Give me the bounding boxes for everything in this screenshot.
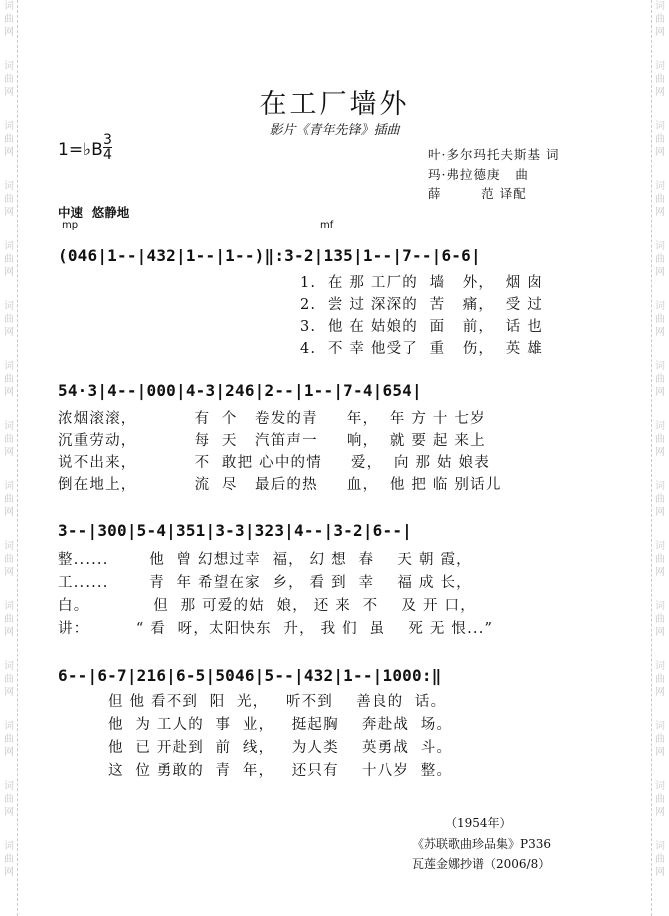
watermark-glyphs: 词 曲 网 [655,361,665,398]
watermark-glyphs: 词 曲 网 [655,721,665,758]
lyric-line: 他 已 开赴到 前 线， 为人类 英勇战 斗。 [108,740,453,756]
lyric-line: 说不出来， 不 敢把 心中的情 爱， 向 那 姑 娘表 [58,455,490,471]
watermark-glyphs: 词 曲 网 [4,121,14,158]
watermark-glyphs: 词 曲 网 [655,661,665,698]
watermark-glyphs: 词 曲 网 [655,1,665,38]
notation-line: 3--|300|5-4|351|3-3|323|4--|3-2|6--| [58,521,412,540]
credit-lyricist: 叶·多尔玛托夫斯基 词 [428,147,560,162]
time-signature-bottom: 4 [103,147,112,163]
watermark-glyphs: 词 曲 网 [4,61,14,98]
lyric-line: 讲： “ 看 呀，太阳快东 升， 我 们 虽 死 无 恨...” [58,621,494,637]
lyric-line: 沉重劳动， 每 天 汽笛声一 响， 就 要 起 来上 [58,433,486,449]
watermark-glyphs: 词 曲 网 [4,481,14,518]
song-subtitle: 影片《青年先锋》插曲 [269,123,400,138]
lyric-line: 倒在地上， 流 尽 最后的热 血， 他 把 临 别话儿 [58,477,502,493]
watermark-glyphs: 词 曲 网 [655,301,665,338]
lyric-line: 他 为 工人的 事 业， 挺起胸 奔赴战 场。 [108,717,453,733]
watermark-glyphs: 词 曲 网 [4,1,14,38]
lyric-line: 这 位 勇敢的 青 年， 还只有 十八岁 整。 [108,763,453,779]
lyric-line: 2. 尝 过 深深的 苦 痛， 受 过 [300,297,543,313]
watermark-glyphs: 词 曲 网 [4,421,14,458]
watermark-glyphs: 词 曲 网 [4,661,14,698]
watermark-glyphs: 词 曲 网 [4,541,14,578]
notation-line: (046|1--|432|1--|1--)‖:3-2|135|1--|7--|6-6| [58,246,481,265]
lyric-line: 整...... 他 曾 幻想过幸 福， 幻 想 春 天 朝 霞， [58,552,472,568]
lyric-line: 白。 但 那 可爱的姑 娘， 还 来 不 及 开 口， [58,598,476,614]
dynamic-mf: mf [320,220,334,231]
watermark-glyphs: 词 曲 网 [655,421,665,458]
lyric-line: 1. 在 那 工厂的 墙 外， 烟 囱 [300,275,543,291]
tempo-marking: 中速 悠静地 [58,205,130,220]
key-signature: 1=♭B [58,140,103,160]
watermark-glyphs: 词 曲 网 [4,361,14,398]
dynamic-mp: mp [62,220,79,231]
watermark-glyphs: 词 曲 网 [655,121,665,158]
source-reference: 《苏联歌曲珍品集》P336 [412,837,551,851]
watermark-glyphs: 词 曲 网 [4,181,14,218]
lyric-line: 工...... 青 年 希望在家 乡， 看 到 幸 福 成 长， [58,575,472,591]
watermark-glyphs: 词 曲 网 [655,481,665,518]
notation-line: 6--|6-7|216|6-5|5046|5--|432|1--|1000:‖ [58,666,442,685]
watermark-glyphs: 词 曲 网 [4,601,14,638]
notation-line: 54·3|4--|000|4-3|246|2--|1--|7-4|654| [58,381,422,400]
watermark-glyphs: 词 曲 网 [4,721,14,758]
lyric-line: 3. 他 在 姑娘的 面 前， 话 也 [300,319,543,335]
song-title: 在工厂墙外 [259,89,410,120]
watermark-glyphs: 词 曲 网 [655,181,665,218]
credit-composer: 玛·弗拉德庚 曲 [428,167,529,182]
watermark-glyphs: 词 曲 网 [655,601,665,638]
watermark-glyphs: 词 曲 网 [4,841,14,878]
watermark-glyphs: 词 曲 网 [4,781,14,818]
composition-year: （1954年） [445,816,512,830]
watermark-glyphs: 词 曲 网 [4,301,14,338]
lyric-line: 4. 不 幸 他受了 重 伤， 英 雄 [300,341,543,357]
time-signature [103,133,112,162]
copyist-credit: 瓦莲金娜抄谱（2006/8） [412,857,551,871]
lyric-line: 浓烟滚滚， 有 个 卷发的青 年， 年 方 十 七岁 [58,411,486,427]
credit-translator: 薛 范 译配 [428,186,527,201]
time-signature-top: 3 [103,132,112,148]
watermark-glyphs: 词 曲 网 [655,781,665,818]
watermark-glyphs: 词 曲 网 [655,61,665,98]
watermark-glyphs: 词 曲 网 [655,541,665,578]
watermark-glyphs: 词 曲 网 [4,241,14,278]
lyric-line: 但 他 看不到 阳 光， 听不到 善良的 话。 [108,694,447,710]
watermark-glyphs: 词 曲 网 [655,841,665,878]
watermark-glyphs: 词 曲 网 [655,241,665,278]
